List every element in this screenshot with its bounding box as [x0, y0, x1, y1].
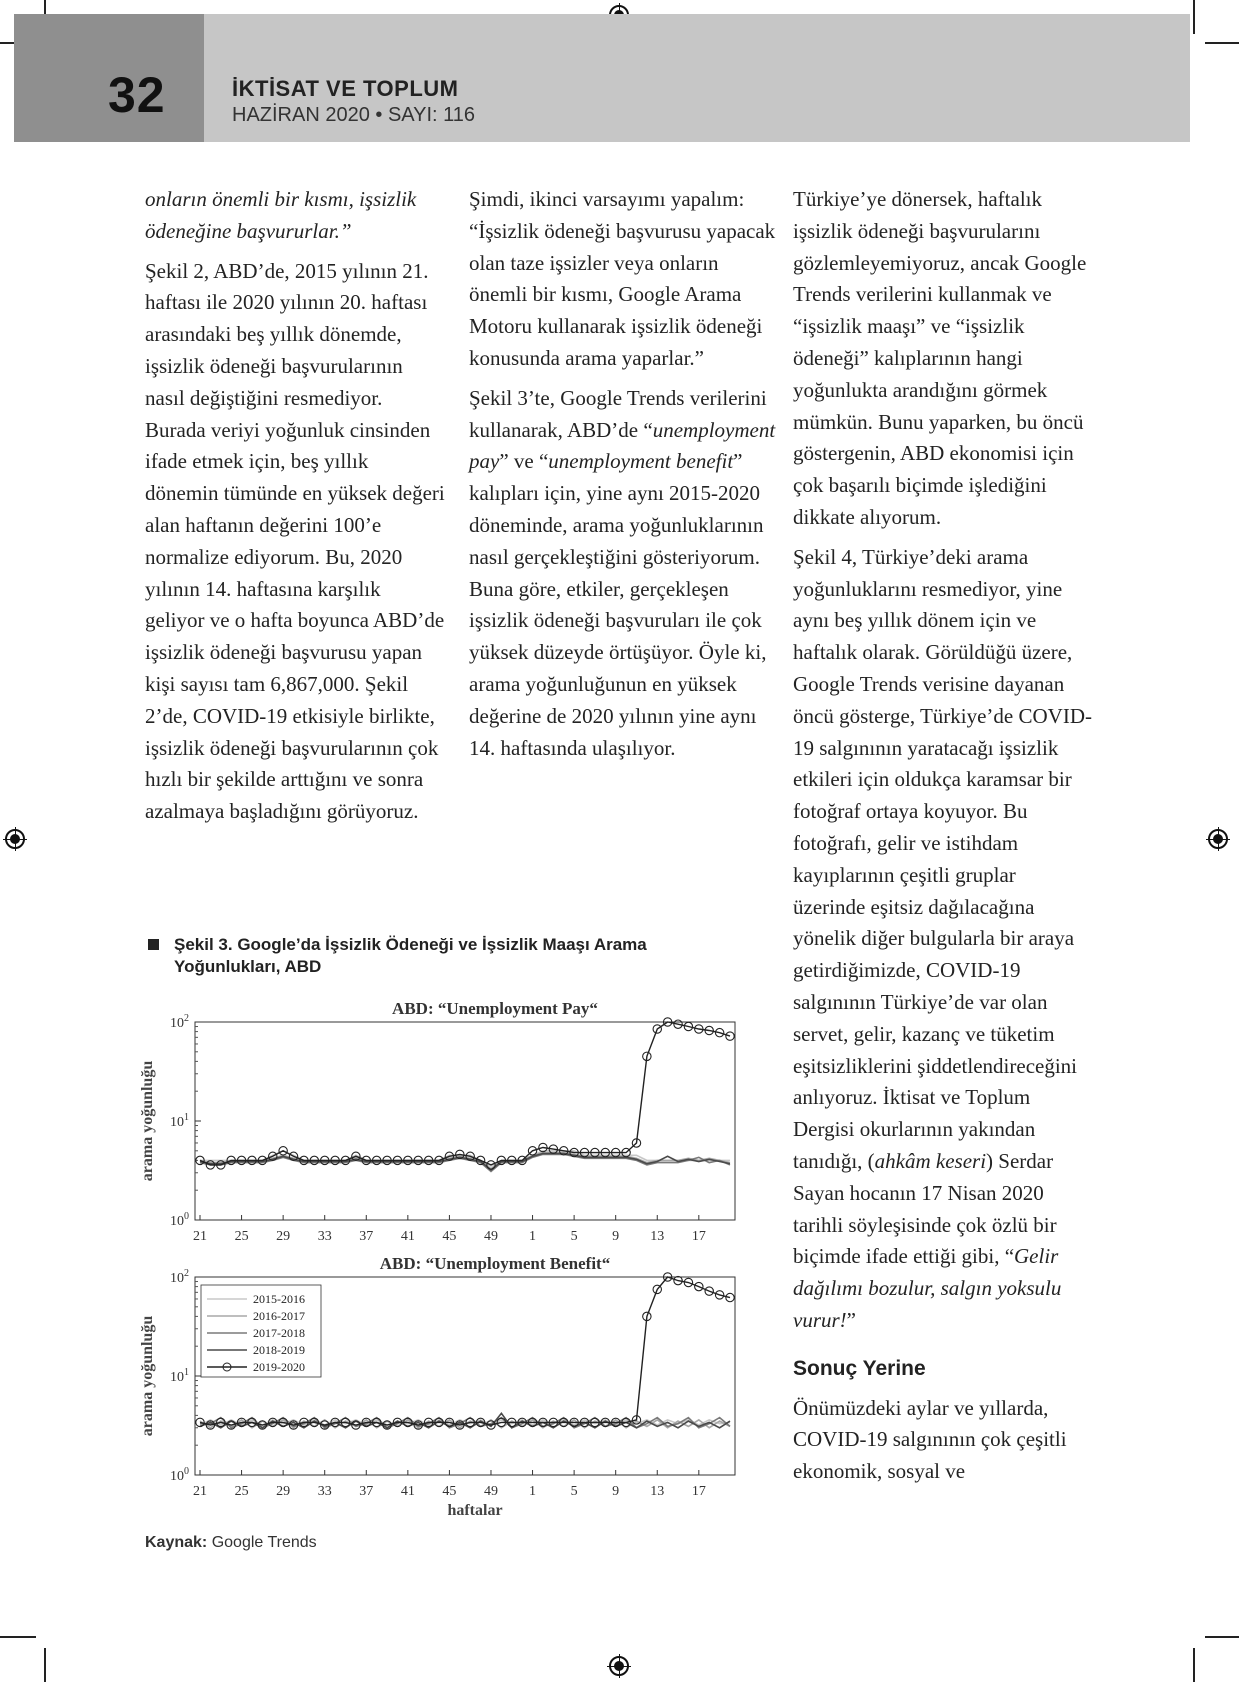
- x-tick-label: 1: [529, 1484, 537, 1499]
- data-point: [269, 1418, 277, 1426]
- data-point: [435, 1418, 443, 1426]
- data-point: [476, 1418, 484, 1426]
- y-tick-label: $10^2$: [170, 1268, 189, 1286]
- data-point: [217, 1161, 225, 1169]
- legend-entry: 2016-2017: [253, 1309, 305, 1323]
- data-point: [705, 1287, 713, 1295]
- data-point: [695, 1282, 703, 1290]
- data-point: [456, 1421, 464, 1429]
- data-point: [674, 1276, 682, 1284]
- registration-mark-icon: [5, 829, 25, 849]
- x-tick-label: 49: [483, 1484, 498, 1499]
- legend-entry: 2017-2018: [253, 1326, 305, 1340]
- x-tick-label: 41: [400, 1484, 415, 1499]
- data-point: [289, 1152, 297, 1160]
- crop-mark: [1205, 42, 1239, 44]
- data-point: [404, 1156, 412, 1164]
- figure-charts: [135, 990, 765, 1520]
- data-point: [591, 1148, 599, 1156]
- data-point: [362, 1418, 370, 1426]
- data-point: [695, 1025, 703, 1033]
- data-point: [341, 1156, 349, 1164]
- data-point: [518, 1156, 526, 1164]
- data-point: [321, 1421, 329, 1429]
- paragraph: Şimdi, ikinci varsayımı yapalım: “İşsizlik ödeneği başvurusu yapacak olan taze işsizler veya onların önemli bir kısmı, Google Arama Motoru kullanarak işsizlik ödeneği konusunda arama yaparlar.”: [469, 187, 776, 370]
- data-point: [258, 1421, 266, 1429]
- data-point: [663, 1018, 671, 1026]
- data-point: [206, 1421, 214, 1429]
- data-point: [476, 1156, 484, 1164]
- x-tick-label: 21: [193, 1229, 207, 1244]
- data-point: [663, 1273, 671, 1281]
- data-point: [196, 1156, 204, 1164]
- x-tick-label: 9: [612, 1229, 620, 1244]
- data-point: [237, 1418, 245, 1426]
- page-number: 32: [108, 67, 166, 123]
- legend-entry: 2015-2016: [253, 1292, 305, 1306]
- data-point: [560, 1418, 568, 1426]
- data-point: [622, 1418, 630, 1426]
- x-tick-label: 37: [359, 1484, 374, 1499]
- x-tick-label: 21: [193, 1484, 207, 1499]
- x-tick-label: 29: [276, 1484, 291, 1499]
- paragraph: Şekil 4, Türkiye’deki arama yoğunluklarını resmediyor, yine aynı beş yıllık dönem için ve haftalık olarak. Görüldüğü üzere, Google Trends verisine dayanan öncü gösterge, Türkiye’de COVID-19 salgınının yaratacağı işsizlik etkileri için oldukça karamsar bir fotoğraf ortaya koyuyor. Bu fotoğrafı, gelir ve istihdam kayıplarının çeşitli gruplar üzerinde eşitsiz dağılacağına yönelik diğer bulgularla bir araya getirdiğimizde, COVID-19 salgınının Türkiye’de var olan servet, gelir, kazanç ve tüketim eşitsizliklerini şiddetlendireceğini anlıyoruz. İktisat ve Toplum Dergisi okurlarının yakından tanıdığı, (ahkâm keseri) Serdar Sayan hocanın 17 Nisan 2020 tarihli söyleşisinde çok özlü bir biçimde ifade ettiği gibi, “Gelir dağılımı bozulur, salgın yoksulu vurur!”: [793, 544, 1092, 1332]
- section-heading: Sonuç Yerine: [793, 1356, 926, 1380]
- data-point: [528, 1147, 536, 1155]
- data-point: [248, 1418, 256, 1426]
- data-point: [497, 1418, 505, 1426]
- data-point: [372, 1418, 380, 1426]
- x-tick-label: 13: [650, 1484, 665, 1499]
- data-point: [279, 1418, 287, 1426]
- data-point: [487, 1421, 495, 1429]
- x-tick-label: 45: [442, 1229, 457, 1244]
- data-point: [456, 1150, 464, 1158]
- x-axis-label: haftalar: [447, 1502, 503, 1519]
- y-tick-label: $10^0$: [170, 1211, 189, 1229]
- data-point: [404, 1418, 412, 1426]
- data-point: [300, 1418, 308, 1426]
- bullet-square-icon: [148, 939, 159, 950]
- chart-panel-2: [139, 1254, 735, 1519]
- text-column-2: [469, 184, 779, 772]
- data-point: [466, 1418, 474, 1426]
- data-point: [321, 1156, 329, 1164]
- data-point: [601, 1148, 609, 1156]
- paragraph: onların önemli bir kısmı, işsizlik ödeneğine başvururlar.”: [145, 187, 417, 243]
- x-tick-label: 45: [442, 1484, 457, 1499]
- registration-mark-icon: [1208, 829, 1228, 849]
- y-tick-label: $10^0$: [170, 1466, 189, 1484]
- data-point: [643, 1312, 651, 1320]
- data-point: [435, 1156, 443, 1164]
- data-point: [653, 1025, 661, 1033]
- data-point: [518, 1418, 526, 1426]
- data-point: [549, 1418, 557, 1426]
- x-tick-label: 5: [570, 1229, 578, 1244]
- data-point: [549, 1145, 557, 1153]
- data-point: [414, 1421, 422, 1429]
- data-point: [341, 1418, 349, 1426]
- chart-panel-1: [139, 999, 735, 1244]
- data-point: [487, 1161, 495, 1169]
- crop-mark: [1193, 1648, 1195, 1682]
- x-tick-label: 29: [276, 1229, 291, 1244]
- paragraph: Türkiye’ye dönersek, haftalık işsizlik ödeneği başvurularını gözlemleyemiyoruz, ancak Google Trends verilerini kullanmak ve “işsizlik maaşı” ve “işsizlik ödeneği” kalıplarının hangi yoğunlukta arandığını görmek mümkün. Bunu yaparken, bu öncü göstergenin, ABD ekonomisi için çok başarılı biçimde işlediğini dikkate alıyorum.: [793, 187, 1087, 529]
- data-point: [227, 1421, 235, 1429]
- data-point: [258, 1156, 266, 1164]
- data-point: [310, 1156, 318, 1164]
- data-point: [362, 1156, 370, 1164]
- data-point: [383, 1156, 391, 1164]
- data-point: [611, 1418, 619, 1426]
- x-tick-label: 41: [400, 1229, 415, 1244]
- x-tick-label: 17: [691, 1484, 706, 1499]
- data-point: [331, 1156, 339, 1164]
- series-line-2019-2020: [200, 1022, 730, 1165]
- x-tick-label: 13: [650, 1229, 665, 1244]
- crop-mark: [44, 1648, 46, 1682]
- chart-title: ABD: “Unemployment Pay“: [392, 999, 598, 1018]
- data-point: [227, 1156, 235, 1164]
- data-point: [289, 1421, 297, 1429]
- data-point: [414, 1156, 422, 1164]
- data-point: [632, 1139, 640, 1147]
- text-column-3: [793, 184, 1093, 1496]
- data-point: [632, 1416, 640, 1424]
- data-point: [279, 1147, 287, 1155]
- crop-mark: [0, 1636, 36, 1638]
- data-point: [393, 1156, 401, 1164]
- data-point: [539, 1418, 547, 1426]
- crop-mark: [1193, 0, 1195, 34]
- data-point: [196, 1418, 204, 1426]
- crop-mark: [1205, 1636, 1239, 1638]
- y-tick-label: $10^2$: [170, 1013, 189, 1031]
- data-point: [622, 1148, 630, 1156]
- data-point: [591, 1418, 599, 1426]
- y-axis-label: arama yoğunluğu: [139, 1315, 156, 1437]
- data-point: [570, 1148, 578, 1156]
- x-tick-label: 49: [483, 1229, 498, 1244]
- data-point: [310, 1418, 318, 1426]
- x-tick-label: 9: [612, 1484, 620, 1499]
- paragraph: Şekil 2, ABD’de, 2015 yılının 21. haftası ile 2020 yılının 20. haftası arasındaki beş yıllık dönemde, işsizlik ödeneği başvurularının nasıl değiştiğini resmediyor. Burada veriyi yoğunluk cinsinden ifade etmek için, beş yıllık dönemin tümünde en yüksek değeri alan haftanın değerini 100’e normalize ediyorum. Bu, 2020 yılının 14. haftasına karşılık geliyor ve o hafta boyunca ABD’de işsizlik ödeneği başvurusu yapan kişi sayısı tam 6,867,000. Şekil 2’de, COVID-19 etkisiyle birlikte, işsizlik ödeneği başvurularının çok hızlı bir şekilde arttığını ve sonra azalmaya başladığını görüyoruz.: [145, 258, 445, 824]
- x-tick-label: 37: [359, 1229, 374, 1244]
- data-point: [705, 1026, 713, 1034]
- data-point: [269, 1152, 277, 1160]
- data-point: [393, 1418, 401, 1426]
- y-tick-label: $10^1$: [170, 1367, 189, 1385]
- data-point: [352, 1152, 360, 1160]
- plot-area: [195, 1022, 735, 1220]
- data-point: [331, 1418, 339, 1426]
- data-point: [570, 1418, 578, 1426]
- data-point: [497, 1156, 505, 1164]
- data-point: [372, 1156, 380, 1164]
- x-tick-label: 25: [234, 1229, 249, 1244]
- data-point: [352, 1421, 360, 1429]
- text-column-1: [145, 184, 445, 836]
- data-point: [424, 1156, 432, 1164]
- data-point: [237, 1156, 245, 1164]
- paragraph: Önümüzdeki aylar ve yıllarda, COVID-19 salgınının çok çeşitli ekonomik, sosyal ve: [793, 1395, 1067, 1484]
- data-point: [466, 1152, 474, 1160]
- data-point: [684, 1022, 692, 1030]
- x-tick-label: 5: [570, 1484, 578, 1499]
- figure-source: Kaynak: Google Trends: [145, 1534, 317, 1551]
- data-point: [684, 1278, 692, 1286]
- issue-line: HAZİRAN 2020 • SAYI: 116: [232, 104, 476, 126]
- data-point: [611, 1148, 619, 1156]
- y-tick-label: $10^1$: [170, 1112, 189, 1130]
- data-point: [726, 1293, 734, 1301]
- data-point: [643, 1052, 651, 1060]
- legend-entry: 2019-2020: [253, 1360, 305, 1374]
- data-point: [653, 1285, 661, 1293]
- data-point: [528, 1418, 536, 1426]
- data-point: [601, 1418, 609, 1426]
- journal-title: İKTİSAT VE TOPLUM: [232, 76, 459, 101]
- data-point: [726, 1032, 734, 1040]
- data-point: [580, 1148, 588, 1156]
- data-point: [445, 1152, 453, 1160]
- registration-mark-icon: [609, 1656, 629, 1676]
- data-point: [300, 1156, 308, 1164]
- legend-entry: 2018-2019: [253, 1343, 305, 1357]
- x-tick-label: 17: [691, 1229, 706, 1244]
- data-point: [580, 1418, 588, 1426]
- data-point: [539, 1143, 547, 1151]
- x-tick-label: 33: [317, 1484, 332, 1499]
- data-point: [445, 1418, 453, 1426]
- data-point: [383, 1421, 391, 1429]
- y-axis-label: arama yoğunluğu: [139, 1060, 156, 1182]
- paragraph: Şekil 3’te, Google Trends verilerini kullanarak, ABD’de “unemployment pay” ve “unemployment benefit” kalıpları için, yine aynı 2015-2020 döneminde, arama yoğunluklarının nasıl gerçekleştiğini gösteriyorum. Buna göre, etkiler, gerçekleşen işsizlik ödeneği başvuruları ile çok yüksek düzeyde örtüşüyor. Öyle ki, arama yoğunluğunun en yüksek değerine de 2020 yılının yine aynı 14. haftasında ulaşılıyor.: [469, 385, 776, 760]
- data-point: [248, 1156, 256, 1164]
- x-tick-label: 33: [317, 1229, 332, 1244]
- data-point: [206, 1161, 214, 1169]
- chart-title: ABD: “Unemployment Benefit“: [379, 1254, 611, 1273]
- data-point: [560, 1147, 568, 1155]
- data-point: [715, 1291, 723, 1299]
- x-tick-label: 1: [529, 1229, 537, 1244]
- data-point: [508, 1418, 516, 1426]
- data-point: [424, 1418, 432, 1426]
- data-point: [508, 1156, 516, 1164]
- data-point: [674, 1020, 682, 1028]
- data-point: [715, 1028, 723, 1036]
- x-tick-label: 25: [234, 1484, 249, 1499]
- data-point: [217, 1418, 225, 1426]
